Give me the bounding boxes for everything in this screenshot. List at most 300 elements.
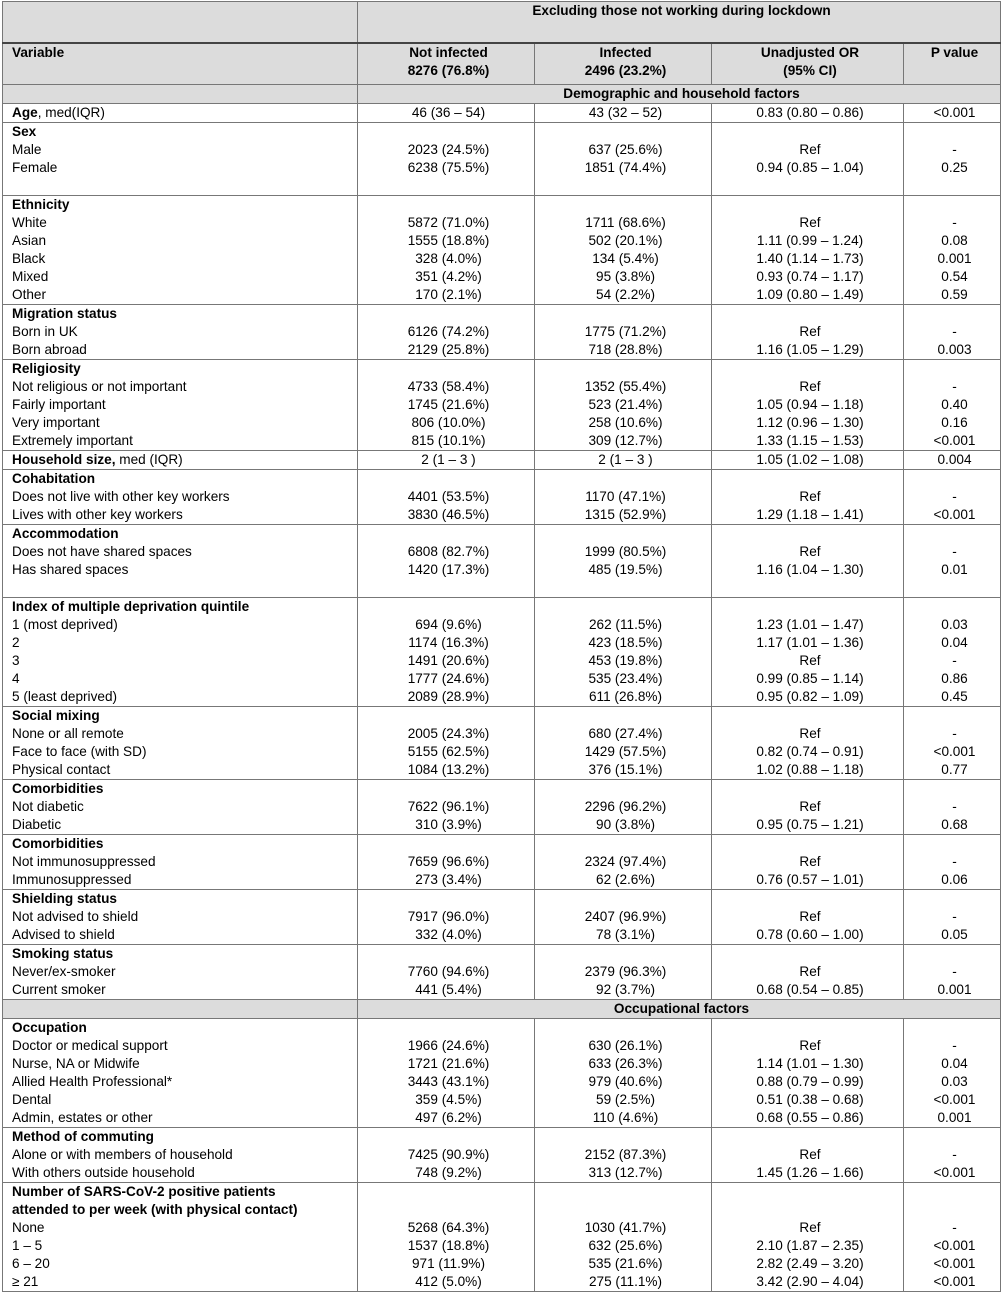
- or-value: 1.23 (1.01 – 1.47): [712, 616, 904, 634]
- infected-value: 92 (3.7%): [535, 981, 712, 1000]
- empty-cell: [904, 525, 1001, 544]
- not-infected-value: 1491 (20.6%): [358, 652, 535, 670]
- p-value: <0.001: [904, 104, 1001, 123]
- infected-value: 485 (19.5%): [535, 561, 712, 579]
- row-label: Current smoker: [3, 981, 358, 1000]
- p-value: <0.001: [904, 506, 1001, 525]
- empty-cell: [358, 196, 535, 215]
- column-header-infected: [535, 43, 712, 85]
- row-label: Mixed: [3, 268, 358, 286]
- row-label: Born in UK: [3, 323, 358, 341]
- variable-cell: [3, 451, 358, 470]
- p-value: 0.03: [904, 1073, 1001, 1091]
- table-row: [3, 232, 1001, 250]
- infected-value: 2407 (96.9%): [535, 908, 712, 926]
- group-title: [3, 123, 358, 142]
- table-row: [3, 761, 1001, 780]
- not-infected-value: 6238 (75.5%): [358, 159, 535, 177]
- empty-cell: [358, 835, 535, 854]
- group-title: [3, 780, 358, 799]
- p-value: 0.59: [904, 286, 1001, 305]
- infected-value: 62 (2.6%): [535, 871, 712, 890]
- not-infected-value: 359 (4.5%): [358, 1091, 535, 1109]
- column-header-not-infected: [358, 43, 535, 85]
- column-header-infected-line1: Infected: [599, 45, 652, 60]
- empty-cell: [904, 1128, 1001, 1147]
- or-value: 0.95 (0.82 – 1.09): [712, 688, 904, 707]
- empty-cell: [904, 177, 1001, 196]
- row-label: 3: [3, 652, 358, 670]
- not-infected-value: 1555 (18.8%): [358, 232, 535, 250]
- p-value: 0.08: [904, 232, 1001, 250]
- p-value: <0.001: [904, 1255, 1001, 1273]
- infected-value: 134 (5.4%): [535, 250, 712, 268]
- column-header-or: [712, 43, 904, 85]
- not-infected-value: 1745 (21.6%): [358, 396, 535, 414]
- p-value: -: [904, 378, 1001, 396]
- or-value: 0.82 (0.74 – 0.91): [712, 743, 904, 761]
- table-row: [3, 853, 1001, 871]
- table-row: [3, 104, 1001, 123]
- table-row: [3, 543, 1001, 561]
- empty-cell: [358, 525, 535, 544]
- group-title-line1: Occupation: [12, 1020, 87, 1035]
- empty-cell: [712, 598, 904, 617]
- or-value: 1.11 (0.99 – 1.24): [712, 232, 904, 250]
- empty-cell: [904, 579, 1001, 598]
- empty-cell: [535, 360, 712, 379]
- infected-value: 632 (25.6%): [535, 1237, 712, 1255]
- empty-cell: [904, 780, 1001, 799]
- table-row: [3, 1237, 1001, 1255]
- table-row: [3, 268, 1001, 286]
- group-title-line1: Comorbidities: [12, 836, 104, 851]
- or-value: 1.16 (1.04 – 1.30): [712, 561, 904, 579]
- table-row: [3, 725, 1001, 743]
- table-row: [3, 926, 1001, 945]
- empty-cell: [712, 305, 904, 324]
- row-label: Other: [3, 286, 358, 305]
- not-infected-value: 1721 (21.6%): [358, 1055, 535, 1073]
- group-title: [3, 360, 358, 379]
- group-title-row: [3, 598, 1001, 617]
- not-infected-value: 6126 (74.2%): [358, 323, 535, 341]
- table-row: [3, 323, 1001, 341]
- p-value: 0.01: [904, 561, 1001, 579]
- infected-value: 110 (4.6%): [535, 1109, 712, 1128]
- group-title-line1: Ethnicity: [12, 197, 70, 212]
- table-row: [3, 1091, 1001, 1109]
- group-title: [3, 305, 358, 324]
- empty-cell: [712, 470, 904, 489]
- not-infected-value: 2 (1 – 3 ): [358, 451, 535, 470]
- not-infected-value: 5268 (64.3%): [358, 1219, 535, 1237]
- empty-cell: [712, 123, 904, 142]
- row-label: Face to face (with SD): [3, 743, 358, 761]
- empty-cell: [535, 177, 712, 196]
- row-label: Male: [3, 141, 358, 159]
- or-value: 0.99 (0.85 – 1.14): [712, 670, 904, 688]
- or-value: 1.16 (1.05 – 1.29): [712, 341, 904, 360]
- infected-value: 309 (12.7%): [535, 432, 712, 451]
- table-row: [3, 451, 1001, 470]
- section-blank-cell: [3, 85, 358, 104]
- or-value: 1.09 (0.80 – 1.49): [712, 286, 904, 305]
- p-value: 0.45: [904, 688, 1001, 707]
- p-value: 0.001: [904, 1109, 1001, 1128]
- or-value: 1.02 (0.88 – 1.18): [712, 761, 904, 780]
- group-title-line1: Social mixing: [12, 708, 100, 723]
- results-table: [2, 1, 1001, 1292]
- p-value: 0.16: [904, 414, 1001, 432]
- empty-cell: [712, 945, 904, 964]
- p-value: 0.004: [904, 451, 1001, 470]
- not-infected-value: 694 (9.6%): [358, 616, 535, 634]
- p-value: 0.003: [904, 341, 1001, 360]
- or-value: 1.14 (1.01 – 1.30): [712, 1055, 904, 1073]
- or-value: Ref: [712, 543, 904, 561]
- infected-value: 637 (25.6%): [535, 141, 712, 159]
- empty-cell: [358, 177, 535, 196]
- infected-value: 376 (15.1%): [535, 761, 712, 780]
- p-value: <0.001: [904, 1237, 1001, 1255]
- not-infected-value: 7622 (96.1%): [358, 798, 535, 816]
- not-infected-value: 1777 (24.6%): [358, 670, 535, 688]
- infected-value: 262 (11.5%): [535, 616, 712, 634]
- empty-cell: [535, 1019, 712, 1038]
- row-label: Not diabetic: [3, 798, 358, 816]
- section-blank-cell: [3, 1000, 358, 1019]
- or-value: 1.17 (1.01 – 1.36): [712, 634, 904, 652]
- p-value: <0.001: [904, 1091, 1001, 1109]
- group-title: [3, 945, 358, 964]
- p-value: 0.77: [904, 761, 1001, 780]
- empty-cell: [358, 123, 535, 142]
- table-row: [3, 341, 1001, 360]
- table-row: [3, 1055, 1001, 1073]
- infected-value: 718 (28.8%): [535, 341, 712, 360]
- empty-cell: [358, 945, 535, 964]
- empty-cell: [535, 598, 712, 617]
- table-row: [3, 561, 1001, 579]
- group-title: [3, 470, 358, 489]
- empty-cell: [358, 1019, 535, 1038]
- or-value: 1.29 (1.18 – 1.41): [712, 506, 904, 525]
- infected-value: 54 (2.2%): [535, 286, 712, 305]
- infected-value: 43 (32 – 52): [535, 104, 712, 123]
- not-infected-value: 3443 (43.1%): [358, 1073, 535, 1091]
- empty-cell: [904, 123, 1001, 142]
- group-title: [3, 196, 358, 215]
- or-value: 0.68 (0.54 – 0.85): [712, 981, 904, 1000]
- empty-cell: [358, 579, 535, 598]
- infected-value: 2 (1 – 3 ): [535, 451, 712, 470]
- table-row: [3, 286, 1001, 305]
- infected-value: 523 (21.4%): [535, 396, 712, 414]
- empty-cell: [712, 579, 904, 598]
- table-row: [3, 432, 1001, 451]
- not-infected-value: 815 (10.1%): [358, 432, 535, 451]
- infected-value: 633 (26.3%): [535, 1055, 712, 1073]
- row-label: 2: [3, 634, 358, 652]
- row-label: Extremely important: [3, 432, 358, 451]
- or-value: Ref: [712, 1219, 904, 1237]
- infected-value: 258 (10.6%): [535, 414, 712, 432]
- group-title-row: [3, 196, 1001, 215]
- infected-value: 2152 (87.3%): [535, 1146, 712, 1164]
- p-value: 0.86: [904, 670, 1001, 688]
- table-row: [3, 1219, 1001, 1237]
- or-value: 1.33 (1.15 – 1.53): [712, 432, 904, 451]
- group-title-line1: Cohabitation: [12, 471, 96, 486]
- empty-cell: [3, 177, 358, 196]
- p-value: -: [904, 323, 1001, 341]
- not-infected-value: 7659 (96.6%): [358, 853, 535, 871]
- table-row: [3, 1109, 1001, 1128]
- row-label: Dental: [3, 1091, 358, 1109]
- variable-label-suffix: med (IQR): [115, 452, 183, 467]
- not-infected-value: 5872 (71.0%): [358, 214, 535, 232]
- or-value: 2.10 (1.87 – 2.35): [712, 1237, 904, 1255]
- header-blank-cell: [3, 2, 358, 44]
- or-value: Ref: [712, 378, 904, 396]
- p-value: <0.001: [904, 432, 1001, 451]
- infected-value: 90 (3.8%): [535, 816, 712, 835]
- p-value: 0.68: [904, 816, 1001, 835]
- row-label: Physical contact: [3, 761, 358, 780]
- not-infected-value: 412 (5.0%): [358, 1273, 535, 1292]
- row-label: Doctor or medical support: [3, 1037, 358, 1055]
- empty-cell: [535, 780, 712, 799]
- group-title-row: [3, 470, 1001, 489]
- group-title: [3, 1019, 358, 1038]
- infected-value: 1352 (55.4%): [535, 378, 712, 396]
- empty-cell: [712, 177, 904, 196]
- group-title-row: [3, 835, 1001, 854]
- empty-cell: [904, 598, 1001, 617]
- group-title-line1: Number of SARS-CoV-2 positive patients: [12, 1184, 276, 1199]
- empty-cell: [358, 305, 535, 324]
- empty-cell: [712, 835, 904, 854]
- empty-cell: [712, 525, 904, 544]
- group-title-row: [3, 1128, 1001, 1147]
- row-label: Allied Health Professional*: [3, 1073, 358, 1091]
- or-value: 0.51 (0.38 – 0.68): [712, 1091, 904, 1109]
- row-label: Not advised to shield: [3, 908, 358, 926]
- row-label: 4: [3, 670, 358, 688]
- p-value: -: [904, 141, 1001, 159]
- or-value: 1.05 (0.94 – 1.18): [712, 396, 904, 414]
- empty-cell: [535, 305, 712, 324]
- table-row: [3, 652, 1001, 670]
- table-row: [3, 1164, 1001, 1183]
- or-value: Ref: [712, 323, 904, 341]
- table-row: [3, 1255, 1001, 1273]
- group-title: [3, 835, 358, 854]
- empty-cell: [904, 835, 1001, 854]
- or-value: Ref: [712, 725, 904, 743]
- not-infected-value: 1537 (18.8%): [358, 1237, 535, 1255]
- table-row: [3, 214, 1001, 232]
- or-value: Ref: [712, 652, 904, 670]
- or-value: 0.78 (0.60 – 1.00): [712, 926, 904, 945]
- table-row: [3, 250, 1001, 268]
- group-title-row: [3, 1183, 1001, 1220]
- infected-value: 535 (23.4%): [535, 670, 712, 688]
- empty-cell: [535, 470, 712, 489]
- or-value: Ref: [712, 798, 904, 816]
- p-value: -: [904, 725, 1001, 743]
- group-title-line1: Migration status: [12, 306, 117, 321]
- group-title: [3, 525, 358, 544]
- empty-cell: [535, 1128, 712, 1147]
- empty-cell: [358, 1128, 535, 1147]
- infected-value: 95 (3.8%): [535, 268, 712, 286]
- table-row: [3, 616, 1001, 634]
- super-header: Excluding those not working during lockdown: [358, 2, 1001, 44]
- table-row: [3, 798, 1001, 816]
- infected-value: 1170 (47.1%): [535, 488, 712, 506]
- p-value: -: [904, 543, 1001, 561]
- group-title-row: [3, 890, 1001, 909]
- p-value: -: [904, 1037, 1001, 1055]
- column-header-infected-line2: 2496 (23.2%): [584, 63, 667, 78]
- infected-value: 1315 (52.9%): [535, 506, 712, 525]
- p-value: <0.001: [904, 743, 1001, 761]
- row-label: None: [3, 1219, 358, 1237]
- row-label: Black: [3, 250, 358, 268]
- row-label: With others outside household: [3, 1164, 358, 1183]
- or-value: Ref: [712, 488, 904, 506]
- p-value: -: [904, 1219, 1001, 1237]
- group-title-row: [3, 780, 1001, 799]
- or-value: 2.82 (2.49 – 3.20): [712, 1255, 904, 1273]
- empty-cell: [358, 598, 535, 617]
- variable-label: Household size,: [12, 452, 116, 467]
- not-infected-value: 971 (11.9%): [358, 1255, 535, 1273]
- empty-cell: [358, 890, 535, 909]
- group-title: [3, 1128, 358, 1147]
- p-value: 0.03: [904, 616, 1001, 634]
- not-infected-value: 6808 (82.7%): [358, 543, 535, 561]
- not-infected-value: 4733 (58.4%): [358, 378, 535, 396]
- not-infected-value: 351 (4.2%): [358, 268, 535, 286]
- group-title: [3, 707, 358, 726]
- not-infected-value: 441 (5.4%): [358, 981, 535, 1000]
- not-infected-value: 748 (9.2%): [358, 1164, 535, 1183]
- table-row: [3, 1146, 1001, 1164]
- or-value: Ref: [712, 853, 904, 871]
- infected-value: 611 (26.8%): [535, 688, 712, 707]
- not-infected-value: 497 (6.2%): [358, 1109, 535, 1128]
- empty-cell: [712, 780, 904, 799]
- empty-cell: [535, 123, 712, 142]
- row-label: Asian: [3, 232, 358, 250]
- group-title-line2: attended to per week (with physical contact): [12, 1202, 298, 1217]
- section-header-row: [3, 85, 1001, 104]
- or-value: Ref: [712, 214, 904, 232]
- or-value: Ref: [712, 908, 904, 926]
- group-title-line1: Index of multiple deprivation quintile: [12, 599, 250, 614]
- empty-cell: [904, 305, 1001, 324]
- table-row: [3, 1037, 1001, 1055]
- spacer-row: [3, 579, 1001, 598]
- table-row: [3, 141, 1001, 159]
- infected-value: 535 (21.6%): [535, 1255, 712, 1273]
- empty-cell: [358, 360, 535, 379]
- not-infected-value: 46 (36 – 54): [358, 104, 535, 123]
- or-value: 3.42 (2.90 – 4.04): [712, 1273, 904, 1292]
- row-label: ≥ 21: [3, 1273, 358, 1292]
- infected-value: 502 (20.1%): [535, 232, 712, 250]
- table-row: [3, 396, 1001, 414]
- not-infected-value: 1174 (16.3%): [358, 634, 535, 652]
- p-value: -: [904, 853, 1001, 871]
- infected-value: 2296 (96.2%): [535, 798, 712, 816]
- table-row: [3, 743, 1001, 761]
- table-row: [3, 378, 1001, 396]
- not-infected-value: 7760 (94.6%): [358, 963, 535, 981]
- empty-cell: [904, 1183, 1001, 1220]
- row-label: Very important: [3, 414, 358, 432]
- group-title-row: [3, 360, 1001, 379]
- empty-cell: [904, 707, 1001, 726]
- group-title-row: [3, 707, 1001, 726]
- not-infected-value: 1420 (17.3%): [358, 561, 535, 579]
- group-title-row: [3, 525, 1001, 544]
- or-value: Ref: [712, 141, 904, 159]
- table-row: [3, 963, 1001, 981]
- not-infected-value: 310 (3.9%): [358, 816, 535, 835]
- spacer-row: [3, 177, 1001, 196]
- infected-value: 680 (27.4%): [535, 725, 712, 743]
- column-header-not-infected-line1: Not infected: [409, 45, 488, 60]
- row-label: Not immunosuppressed: [3, 853, 358, 871]
- empty-cell: [535, 835, 712, 854]
- row-label: Does not have shared spaces: [3, 543, 358, 561]
- p-value: 0.001: [904, 250, 1001, 268]
- row-label: Diabetic: [3, 816, 358, 835]
- empty-cell: [904, 360, 1001, 379]
- or-value: 0.76 (0.57 – 1.01): [712, 871, 904, 890]
- empty-cell: [712, 196, 904, 215]
- row-label: Immunosuppressed: [3, 871, 358, 890]
- row-label: 5 (least deprived): [3, 688, 358, 707]
- column-header-or-line1: Unadjusted OR: [760, 45, 860, 60]
- empty-cell: [904, 890, 1001, 909]
- or-value: 1.40 (1.14 – 1.73): [712, 250, 904, 268]
- or-value: 0.95 (0.75 – 1.21): [712, 816, 904, 835]
- variable-label-suffix: , med(IQR): [37, 105, 105, 120]
- row-label: White: [3, 214, 358, 232]
- infected-value: 59 (2.5%): [535, 1091, 712, 1109]
- group-title: [3, 598, 358, 617]
- column-header-p-value: P value: [904, 43, 1001, 85]
- not-infected-value: 5155 (62.5%): [358, 743, 535, 761]
- or-value: 1.45 (1.26 – 1.66): [712, 1164, 904, 1183]
- row-label: Does not live with other key workers: [3, 488, 358, 506]
- empty-cell: [358, 707, 535, 726]
- table-body: [3, 85, 1001, 1292]
- group-title-row: [3, 1019, 1001, 1038]
- table-row: [3, 871, 1001, 890]
- p-value: 0.25: [904, 159, 1001, 177]
- empty-cell: [535, 525, 712, 544]
- p-value: 0.40: [904, 396, 1001, 414]
- not-infected-value: 328 (4.0%): [358, 250, 535, 268]
- table-row: [3, 688, 1001, 707]
- p-value: 0.001: [904, 981, 1001, 1000]
